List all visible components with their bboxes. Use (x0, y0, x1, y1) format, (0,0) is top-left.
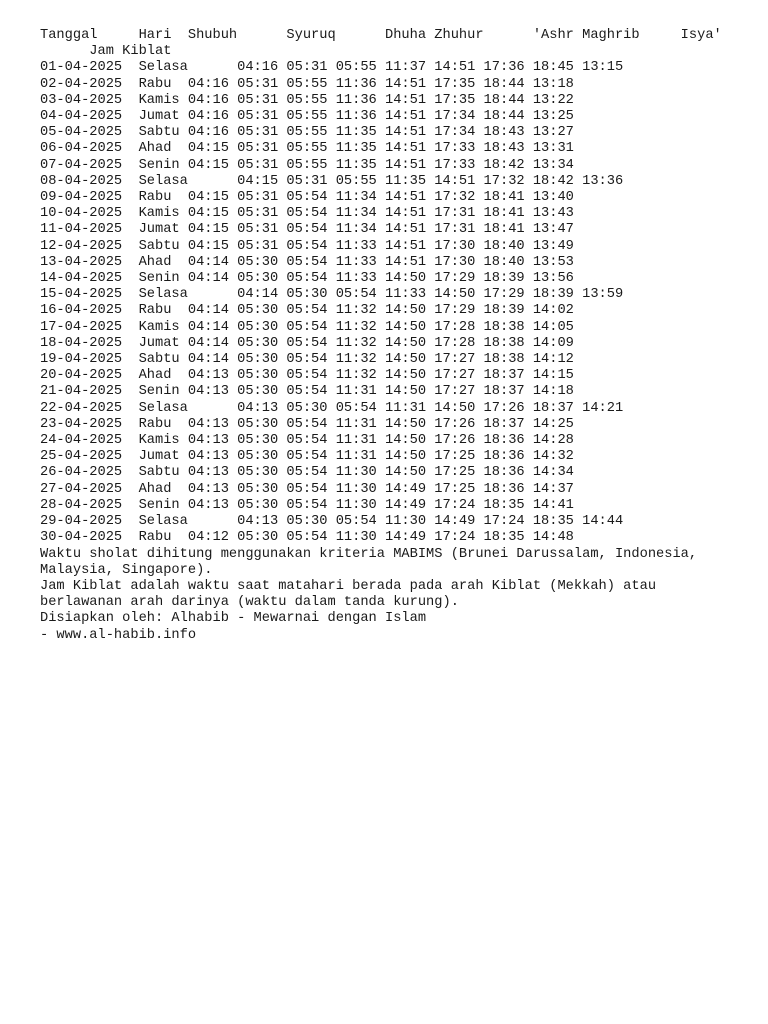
table-row: 09-04-2025 Rabu 04:15 05:31 05:54 11:34 14:51 17:32 18:41 13:40 (40, 190, 574, 206)
table-row: 29-04-2025 Selasa 04:13 05:30 05:54 11:30 14:49 17:24 18:35 14:44 (40, 514, 624, 530)
criteria-note: Waktu sholat dihitung menggunakan kriteria MABIMS (Brunei Darussalam, Indonesia, Malaysia, Singapore). (40, 546, 698, 578)
prepared-by-note: Disiapkan oleh: Alhabib - Mewarnai dengan Islam (40, 611, 427, 627)
table-row: 25-04-2025 Jumat 04:13 05:30 05:54 11:31 14:50 17:25 18:36 14:32 (40, 449, 574, 465)
table-row: 20-04-2025 Ahad 04:13 05:30 05:54 11:32 14:50 17:27 18:37 14:15 (40, 368, 574, 384)
table-row: 17-04-2025 Kamis 04:14 05:30 05:54 11:32 14:50 17:28 18:38 14:05 (40, 319, 574, 335)
table-header-line-2: Jam Kiblat (40, 44, 172, 60)
prayer-schedule-document (40, 28, 740, 644)
table-row: 30-04-2025 Rabu 04:12 05:30 05:54 11:30 14:49 17:24 18:35 14:48 (40, 530, 574, 546)
table-row: 28-04-2025 Senin 04:13 05:30 05:54 11:30 14:49 17:24 18:35 14:41 (40, 497, 574, 513)
table-row: 01-04-2025 Selasa 04:16 05:31 05:55 11:37 14:51 17:36 18:45 13:15 (40, 60, 624, 76)
table-row: 16-04-2025 Rabu 04:14 05:30 05:54 11:32 14:50 17:29 18:39 14:02 (40, 303, 574, 319)
table-row: 24-04-2025 Kamis 04:13 05:30 05:54 11:31 14:50 17:26 18:36 14:28 (40, 433, 574, 449)
table-row: 04-04-2025 Jumat 04:16 05:31 05:55 11:36 14:51 17:34 18:44 13:25 (40, 109, 574, 125)
table-row: 22-04-2025 Selasa 04:13 05:30 05:54 11:31 14:50 17:26 18:37 14:21 (40, 400, 624, 416)
schedule-rows (40, 60, 740, 546)
table-row: 03-04-2025 Kamis 04:16 05:31 05:55 11:36 14:51 17:35 18:44 13:22 (40, 92, 574, 108)
table-row: 15-04-2025 Selasa 04:14 05:30 05:54 11:33 14:50 17:29 18:39 13:59 (40, 287, 624, 303)
table-row: 08-04-2025 Selasa 04:15 05:31 05:55 11:35 14:51 17:32 18:42 13:36 (40, 173, 624, 189)
table-row: 07-04-2025 Senin 04:15 05:31 05:55 11:35 14:51 17:33 18:42 13:34 (40, 157, 574, 173)
kiblat-note: Jam Kiblat adalah waktu saat matahari berada pada arah Kiblat (Mekkah) atau berlawanan arah darinya (waktu dalam tanda kurung). (40, 578, 657, 611)
table-row: 10-04-2025 Kamis 04:15 05:31 05:54 11:34 14:51 17:31 18:41 13:43 (40, 206, 574, 222)
footnotes (40, 547, 740, 644)
table-row: 26-04-2025 Sabtu 04:13 05:30 05:54 11:30 14:50 17:25 18:36 14:34 (40, 465, 574, 481)
table-row: 12-04-2025 Sabtu 04:15 05:31 05:54 11:33 14:51 17:30 18:40 13:49 (40, 238, 574, 254)
table-row: 27-04-2025 Ahad 04:13 05:30 05:54 11:30 14:49 17:25 18:36 14:37 (40, 481, 574, 497)
table-row: 14-04-2025 Senin 04:14 05:30 05:54 11:33 14:50 17:29 18:39 13:56 (40, 271, 574, 287)
table-row: 21-04-2025 Senin 04:13 05:30 05:54 11:31 14:50 17:27 18:37 14:18 (40, 384, 574, 400)
table-row: 11-04-2025 Jumat 04:15 05:31 05:54 11:34 14:51 17:31 18:41 13:47 (40, 222, 574, 238)
table-row: 19-04-2025 Sabtu 04:14 05:30 05:54 11:32 14:50 17:27 18:38 14:12 (40, 352, 574, 368)
table-row: 06-04-2025 Ahad 04:15 05:31 05:55 11:35 14:51 17:33 18:43 13:31 (40, 141, 574, 157)
table-row: 13-04-2025 Ahad 04:14 05:30 05:54 11:33 14:51 17:30 18:40 13:53 (40, 254, 574, 270)
table-row: 23-04-2025 Rabu 04:13 05:30 05:54 11:31 14:50 17:26 18:37 14:25 (40, 416, 574, 432)
table-header-line-1: Tanggal Hari Shubuh Syuruq Dhuha Zhuhur 'Ashr Maghrib Isya' (40, 28, 722, 43)
table-row: 05-04-2025 Sabtu 04:16 05:31 05:55 11:35 14:51 17:34 18:43 13:27 (40, 125, 574, 141)
table-row: 02-04-2025 Rabu 04:16 05:31 05:55 11:36 14:51 17:35 18:44 13:18 (40, 76, 574, 92)
website-link[interactable]: - www.al-habib.info (40, 627, 197, 643)
table-row: 18-04-2025 Jumat 04:14 05:30 05:54 11:32 14:50 17:28 18:38 14:09 (40, 335, 574, 351)
